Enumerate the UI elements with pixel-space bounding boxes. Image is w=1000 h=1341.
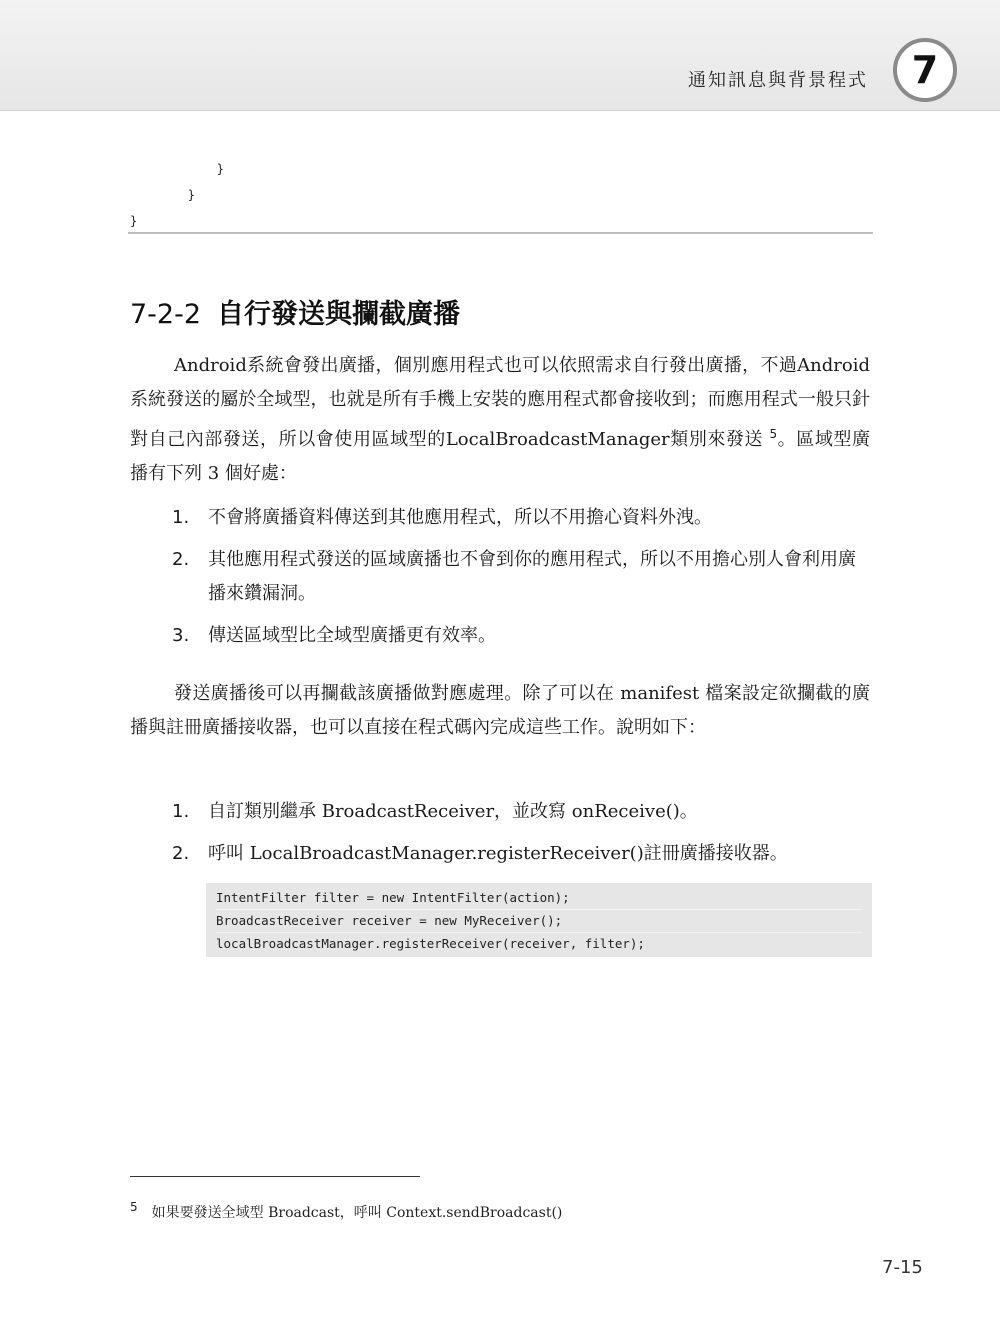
item-text: 呼叫 LocalBroadcastManager.registerReceiver()註冊廣播接收器。 [208, 843, 788, 864]
code-line: } [130, 162, 224, 176]
code-line: } [130, 214, 138, 228]
steps-list [172, 795, 872, 879]
benefits-list [172, 501, 872, 661]
list-item [172, 543, 872, 611]
section-number: 7-2-2 [130, 299, 202, 330]
footnote-divider [130, 1176, 420, 1177]
list-item [172, 619, 872, 653]
chapter-number-badge: 7 [893, 38, 957, 102]
chapter-title: 通知訊息與背景程式 [688, 70, 868, 91]
list-item [172, 501, 872, 535]
item-number: 2. [172, 549, 190, 570]
footnote-text: 如果要發送全域型 Broadcast，呼叫 Context.sendBroadcast() [151, 1205, 563, 1221]
code-line: } [130, 188, 196, 202]
list-item [172, 795, 872, 829]
list-item [172, 837, 872, 871]
code-block [206, 883, 872, 957]
section-title: 自行發送與攔截廣播 [217, 299, 461, 330]
item-text: 不會將廣播資料傳送到其他應用程式，所以不用擔心資料外洩。 [208, 507, 712, 528]
item-text: 其他應用程式發送的區域廣播也不會到你的應用程式，所以不用擔心別人會利用廣播來鑽漏洞。 [208, 549, 856, 604]
footnote-number: 5 [130, 1200, 138, 1214]
body-paragraph: 發送廣播後可以再攔截該廣播做對應處理。除了可以在 manifest 檔案設定欲攔截的廣播與註冊廣播接收器，也可以直接在程式碼內完成這些工作。說明如下： [130, 683, 870, 738]
code-line: BroadcastReceiver receiver = new MyReceiver(); [216, 910, 862, 933]
item-number: 2. [172, 843, 190, 864]
code-snippet-end [130, 156, 872, 234]
item-number: 1. [172, 801, 190, 822]
item-number: 3. [172, 625, 190, 646]
code-divider [128, 232, 873, 234]
code-line: IntentFilter filter = new IntentFilter(action); [216, 887, 862, 910]
footnote [130, 1200, 562, 1222]
footnote-ref: 5 [769, 427, 778, 441]
item-text: 傳送區域型比全域型廣播更有效率。 [208, 625, 496, 646]
page-number: 7-15 [882, 1257, 923, 1278]
item-text: 自訂類別繼承 BroadcastReceiver，並改寫 onReceive()。 [208, 801, 698, 822]
page-header [0, 0, 1000, 111]
item-number: 1. [172, 507, 190, 528]
code-line: localBroadcastManager.registerReceiver(receiver, filter); [216, 936, 645, 951]
section-heading [130, 292, 460, 331]
paragraph-tail: 。區域型廣播有下列 3 個好處： [130, 429, 870, 484]
paragraph-text: Android系統會發出廣播，個別應用程式也可以依照需求自行發出廣播，不過Android系統發送的屬於全域型，也就是所有手機上安裝的應用程式都會接收到；而應用程式一般只針對自己內部發送，所以會使用區域型的LocalBroadcastManager類別來發送 [130, 355, 870, 450]
intro-paragraph [130, 349, 870, 491]
